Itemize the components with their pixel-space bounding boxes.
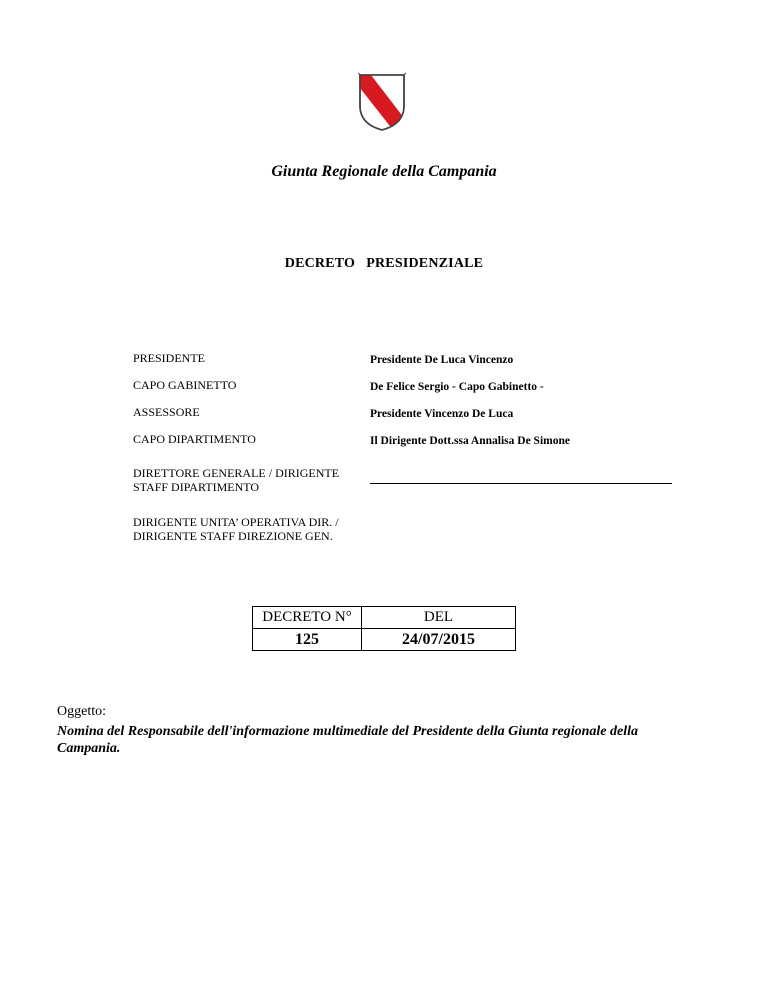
signatory-role: CAPO GABINETTO — [133, 378, 237, 392]
signatory-role: ASSESSORE — [133, 405, 200, 419]
signatory-name: De Felice Sergio - Capo Gabinetto - — [370, 381, 544, 393]
signature-line — [370, 483, 672, 484]
decree-date-label: DEL — [362, 607, 516, 629]
document-type: DECRETO PRESIDENZIALE — [284, 256, 484, 271]
table-value-row — [253, 629, 516, 651]
signatory-name: Presidente De Luca Vincenzo — [370, 354, 514, 366]
coat-of-arms-icon — [357, 72, 407, 132]
decree-number-table — [252, 606, 516, 651]
subject-label: Oggetto: — [57, 704, 106, 719]
table-header-row — [253, 607, 516, 629]
decree-number: 125 — [253, 629, 362, 651]
decree-date: 24/07/2015 — [362, 629, 516, 651]
subject-text: Nomina del Responsabile dell'informazione multimediale del Presidente della Giunta regionale della Campania. — [57, 724, 638, 756]
signatory-role: DIRETTORE GENERALE / DIRIGENTE STAFF DIPARTIMENTO — [133, 466, 340, 494]
signatory-role: DIRIGENTE UNITA’ OPERATIVA DIR. / DIRIGENTE STAFF DIREZIONE GEN. — [133, 515, 339, 543]
signatory-name: Presidente Vincenzo De Luca — [370, 408, 514, 420]
signatory-name: Il Dirigente Dott.ssa Annalisa De Simone — [370, 435, 570, 447]
region-title: Giunta Regionale della Campania — [271, 163, 497, 180]
signatory-role: PRESIDENTE — [133, 351, 205, 365]
signatory-role: CAPO DIPARTIMENTO — [133, 432, 256, 446]
decree-number-label: DECRETO N° — [253, 607, 362, 629]
